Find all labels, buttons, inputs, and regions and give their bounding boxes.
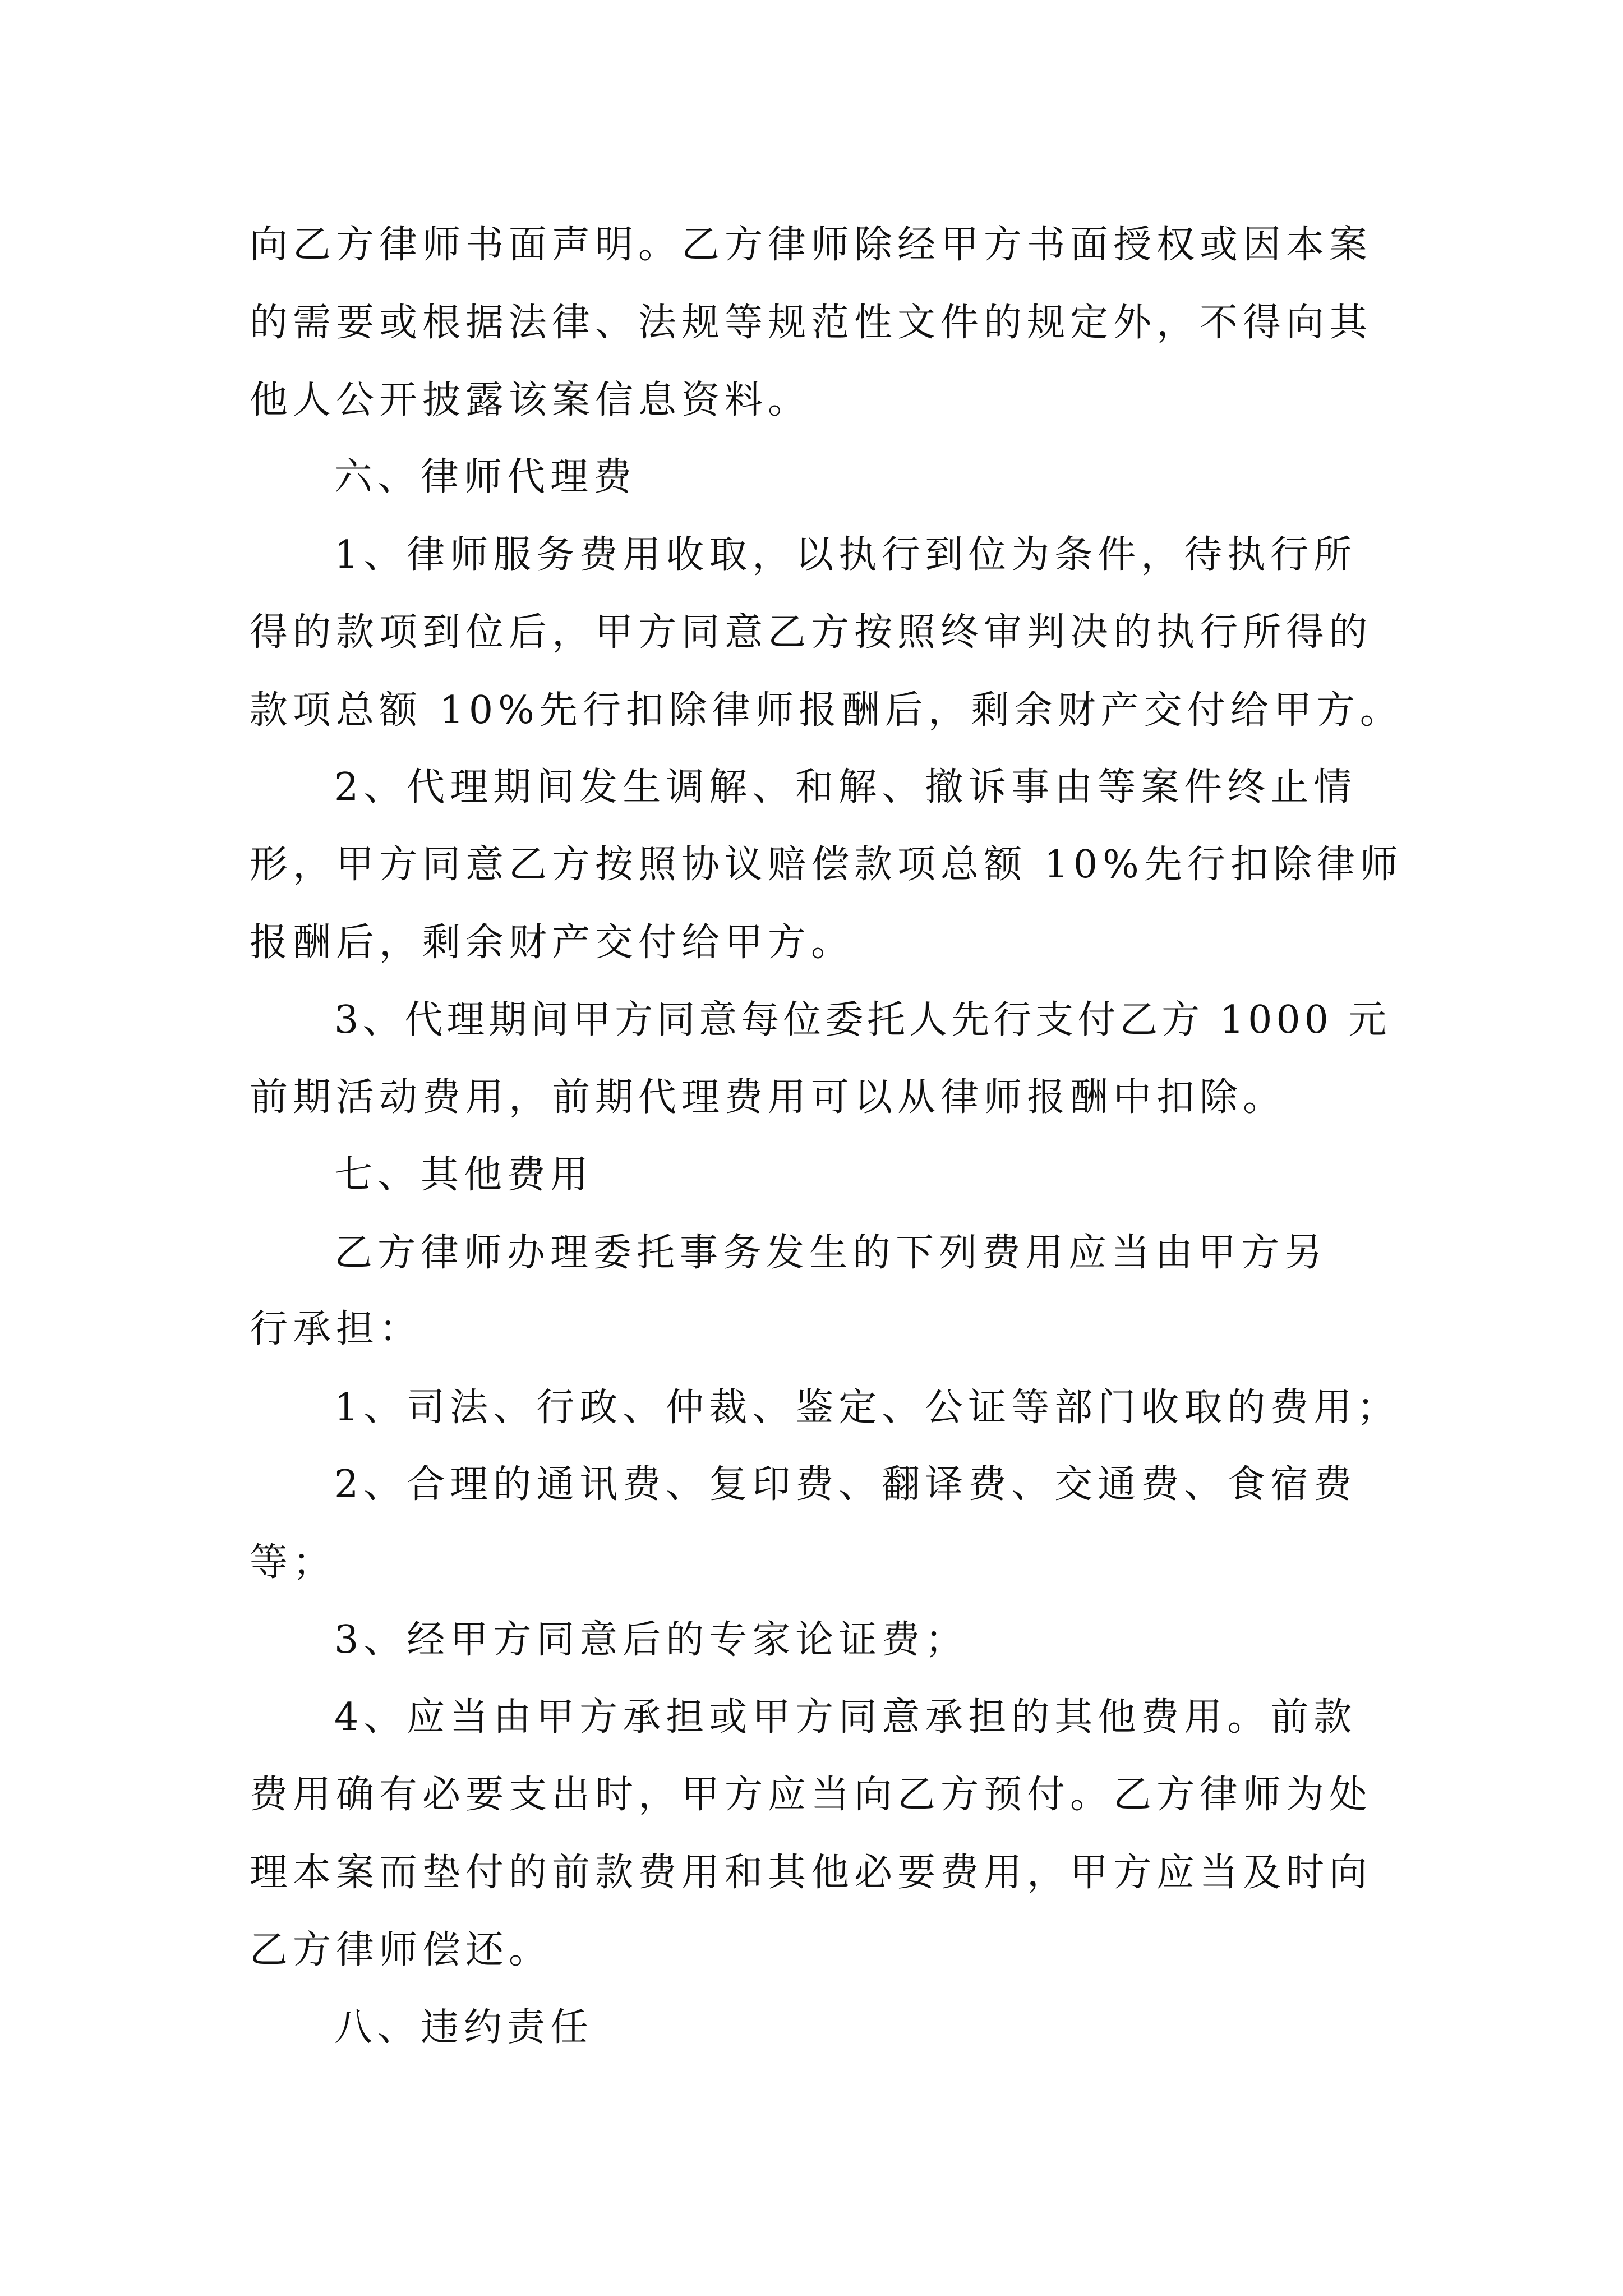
body-text-line: 等；	[250, 1540, 336, 1585]
body-text-line: 乙方律师办理委托事务发生的下列费用应当由甲方另	[334, 1231, 1328, 1275]
body-text-line: 他人公开披露该案信息资料。	[250, 378, 811, 422]
section-heading-6: 六、律师代理费	[334, 455, 637, 499]
body-text-line: 1、司法、行政、仲裁、鉴定、公证等部门收取的费用；	[334, 1386, 1400, 1430]
body-text-line: 报酬后，剩余财产交付给甲方。	[250, 921, 855, 965]
body-text-line: 向乙方律师书面声明。乙方律师除经甲方书面授权或因本案	[250, 223, 1373, 267]
section-heading-8: 八、违约责任	[334, 2005, 594, 2050]
body-text-line: 前期活动费用，前期代理费用可以从律师报酬中扣除。	[250, 1075, 1287, 1120]
body-text-line: 费用确有必要支出时，甲方应当向乙方预付。乙方律师为处	[250, 1773, 1373, 1817]
body-text-line: 行承担：	[250, 1307, 423, 1351]
body-text-line: 款项总额 10%先行扣除律师报酬后，剩余财产交付给甲方。	[250, 688, 1403, 733]
body-text-line: 的需要或根据法律、法规等规范性文件的规定外，不得向其	[250, 301, 1373, 345]
body-text-line: 得的款项到位后，甲方同意乙方按照终审判决的执行所得的	[250, 610, 1373, 655]
body-text-line: 2、代理期间发生调解、和解、撤诉事由等案件终止情	[334, 765, 1357, 809]
body-text-line: 3、经甲方同意后的专家论证费；	[334, 1618, 969, 1662]
body-text-line: 乙方律师偿还。	[250, 1928, 552, 1972]
section-heading-7: 七、其他费用	[334, 1153, 594, 1197]
body-text-line: 1、律师服务费用收取，以执行到位为条件，待执行所	[334, 533, 1357, 577]
body-text-line: 4、应当由甲方承担或甲方同意承担的其他费用。前款	[334, 1695, 1357, 1740]
body-text-line: 3、代理期间甲方同意每位委托人先行支付乙方 1000 元	[334, 998, 1391, 1042]
body-text-line: 2、合理的通讯费、复印费、翻译费、交通费、食宿费	[334, 1462, 1357, 1507]
body-text-line: 理本案而垫付的前款费用和其他必要费用，甲方应当及时向	[250, 1851, 1373, 1895]
body-text-line: 形，甲方同意乙方按照协议赔偿款项总额 10%先行扣除律师	[250, 843, 1403, 887]
